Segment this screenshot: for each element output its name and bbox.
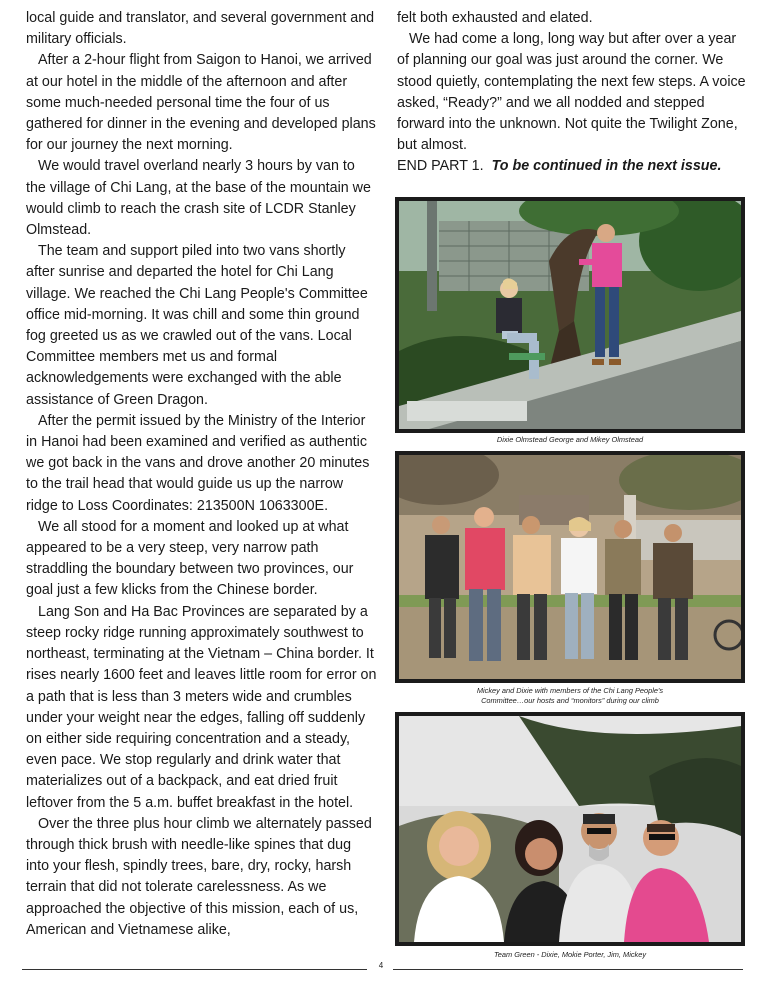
paragraph: After a 2-hour flight from Saigon to Hanoi, we arrived at our hotel in the middle of the afternoon and after some much-needed personal time the four of us gathered for dinner in the evening and developed plans for our journey the next morning.: [26, 52, 376, 154]
paragraph: felt both exhausted and elated.: [397, 10, 593, 26]
end-part-label: END PART 1.: [397, 158, 484, 175]
paragraph: local guide and translator, and several government and military officials.: [26, 10, 375, 48]
photo-group-image: [399, 455, 741, 679]
paragraph: Lang Son and Ha Bac Provinces are separated by a steep rocky ridge running approximately southwest to northeast, terminating at the Vietnam – China border. It rises nearly 1600 feet and leaves little room for error on a path that is less than 3 meters wide and crumbles under your weight near the edges, falling off suddenly on either side requiring concentration and a steady, even pace. We stop regularly and drink water that materializes out of a backpack, and eat dried fruit leftover from the 5 a.m. buffet breakfast in the hotel.: [26, 603, 377, 811]
photo-park-image: [399, 201, 741, 429]
paragraph: Over the three plus hour climb we alternately passed through thick brush with needle-like spines that dug into your flesh, spindly trees, bare, dry, rocky, harsh terrain that did not tolerate carelessness. As we approached the objective of this mission, each of us, American and Vietnamese alike,: [26, 815, 372, 938]
paragraph: We all stood for a moment and looked up at what appeared to be a very steep, very narrow path straddling the boundary between two provinces, our goal just a few klicks from the Chinese border.: [26, 518, 354, 599]
caption-line: Mickey and Dixie with members of the Chi Lang People's: [476, 686, 664, 695]
page-number: 4: [378, 961, 384, 970]
photo-group: [395, 451, 745, 683]
photo-caption: [395, 686, 745, 705]
paragraph: We would travel overland nearly 3 hours by van to the village of Chi Lang, at the base of the mountain we would climb to reach the crash site of LCDR Stanley Olmstead.: [26, 158, 371, 239]
paragraph: We had come a long, long way but after over a year of planning our goal was just around the corner. We stood quietly, contemplating the next few steps. A voice asked, “Ready?” and we all nodded and stepped forward into the unknown. Not quite the Twilight Zone, but almost.: [397, 31, 746, 154]
end-part-line: [397, 156, 749, 177]
footer-rule-right: [393, 969, 743, 970]
photo-caption: Dixie Olmstead George and Mikey Olmstead: [496, 435, 644, 444]
footer-rule-left: [22, 969, 367, 970]
paragraph: The team and support piled into two vans shortly after sunrise and departed the hotel for Chi Lang village. We reached the Chi Lang People's Committee office mid-morning. It was chill and some thin ground fog greeted us as we crawled out of the vans. Local Committee members met us and formal acknowledgements were exchanged with the able assistance of Green Dragon.: [26, 243, 368, 408]
photo-park: [395, 197, 745, 433]
left-text-column: [26, 8, 378, 941]
continued-note: To be continued in the next issue.: [491, 158, 722, 175]
paragraph: After the permit issued by the Ministry of the Interior in Hanoi had been examined and verified as authentic we got back in the vans and drove another 20 minutes to the trail head that would guide us up the narrow ridge to Loss Coordinates: 213500N 1063300E.: [26, 412, 370, 514]
photo-team-green-image: [399, 716, 741, 942]
right-text-column: [397, 8, 749, 178]
photo-caption: Team Green - Dixie, Mokie Porter, Jim, Mickey: [493, 950, 647, 959]
photo-team-green: [395, 712, 745, 946]
caption-line: Committee…our hosts and “monitors” during our climb: [481, 695, 659, 705]
